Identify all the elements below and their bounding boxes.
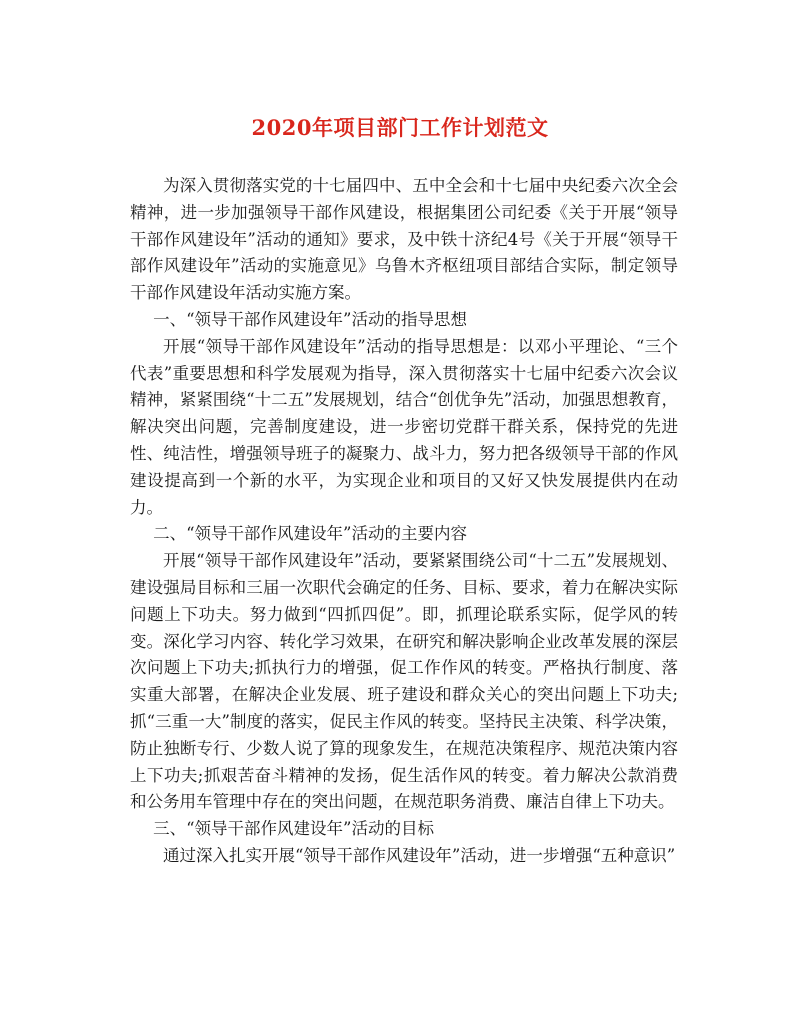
section-1-paragraph: 开展“领导干部作风建设年”活动的指导思想是：以邓小平理论、“三个代表”重要思想和科学发展观为指导，深入贯彻落实十七届中纪委六次会议精神，紧紧围绕“十二五”发展规划，结合“创优争先”活动，加强思想教育，解决突出问题，完善制度建设，进一步密切党群干群关系，保持党的先进性、纯洁性，增强领导班子的凝聚力、战斗力，努力把各级领导干部的作风建设提高到一个新的水平，为实现企业和项目的又好又快发展提供内在动力。 (130, 336, 678, 517)
section-heading-2: 二、“领导干部作风建设年”活动的主要内容 (153, 524, 467, 544)
document-body (130, 173, 678, 870)
intro-paragraph: 为深入贯彻落实党的十七届四中、五中全会和十七届中央纪委六次全会精神，进一步加强领导干部作风建设，根据集团公司纪委《关于开展“领导干部作风建设年”活动的通知》要求，及中铁十济纪4号《关于开展“领导干部作风建设年”活动的实施意见》乌鲁木齐枢纽项目部结合实际，制定领导干部作风建设年活动实施方案。 (130, 176, 678, 303)
section-2-paragraph: 开展“领导干部作风建设年”活动，要紧紧围绕公司“十二五”发展规划、建设强局目标和三届一次职代会确定的任务、目标、要求，着力在解决实际问题上下功夫。努力做到“四抓四促”。即，抓理论联系实际，促学风的转变。深化学习内容、转化学习效果，在研究和解决影响企业改革发展的深层次问题上下功夫;抓执行力的增强，促工作作风的转变。严格执行制度、落实重大部署，在解决企业发展、班子建设和群众关心的突出问题上下功夫;抓“三重一大”制度的落实，促民主作风的转变。坚持民主决策、科学决策，防止独断专行、少数人说了算的现象发生，在规范决策程序、规范决策内容上下功夫;抓艰苦奋斗精神的发扬，促生活作风的转变。着力解决公款消费和公务用车管理中存在的突出问题，在规范职务消费、廉洁自律上下功夫。 (130, 551, 678, 812)
section-heading-1: 一、“领导干部作风建设年”活动的指导思想 (153, 309, 467, 329)
section-heading-3: 三、“领导干部作风建设年”活动的目标 (153, 819, 434, 839)
document-title: 2020年项目部门工作计划范文 (251, 115, 549, 140)
section-3-paragraph: 通过深入扎实开展“领导干部作风建设年”活动，进一步增强“五种意识” (163, 845, 676, 865)
